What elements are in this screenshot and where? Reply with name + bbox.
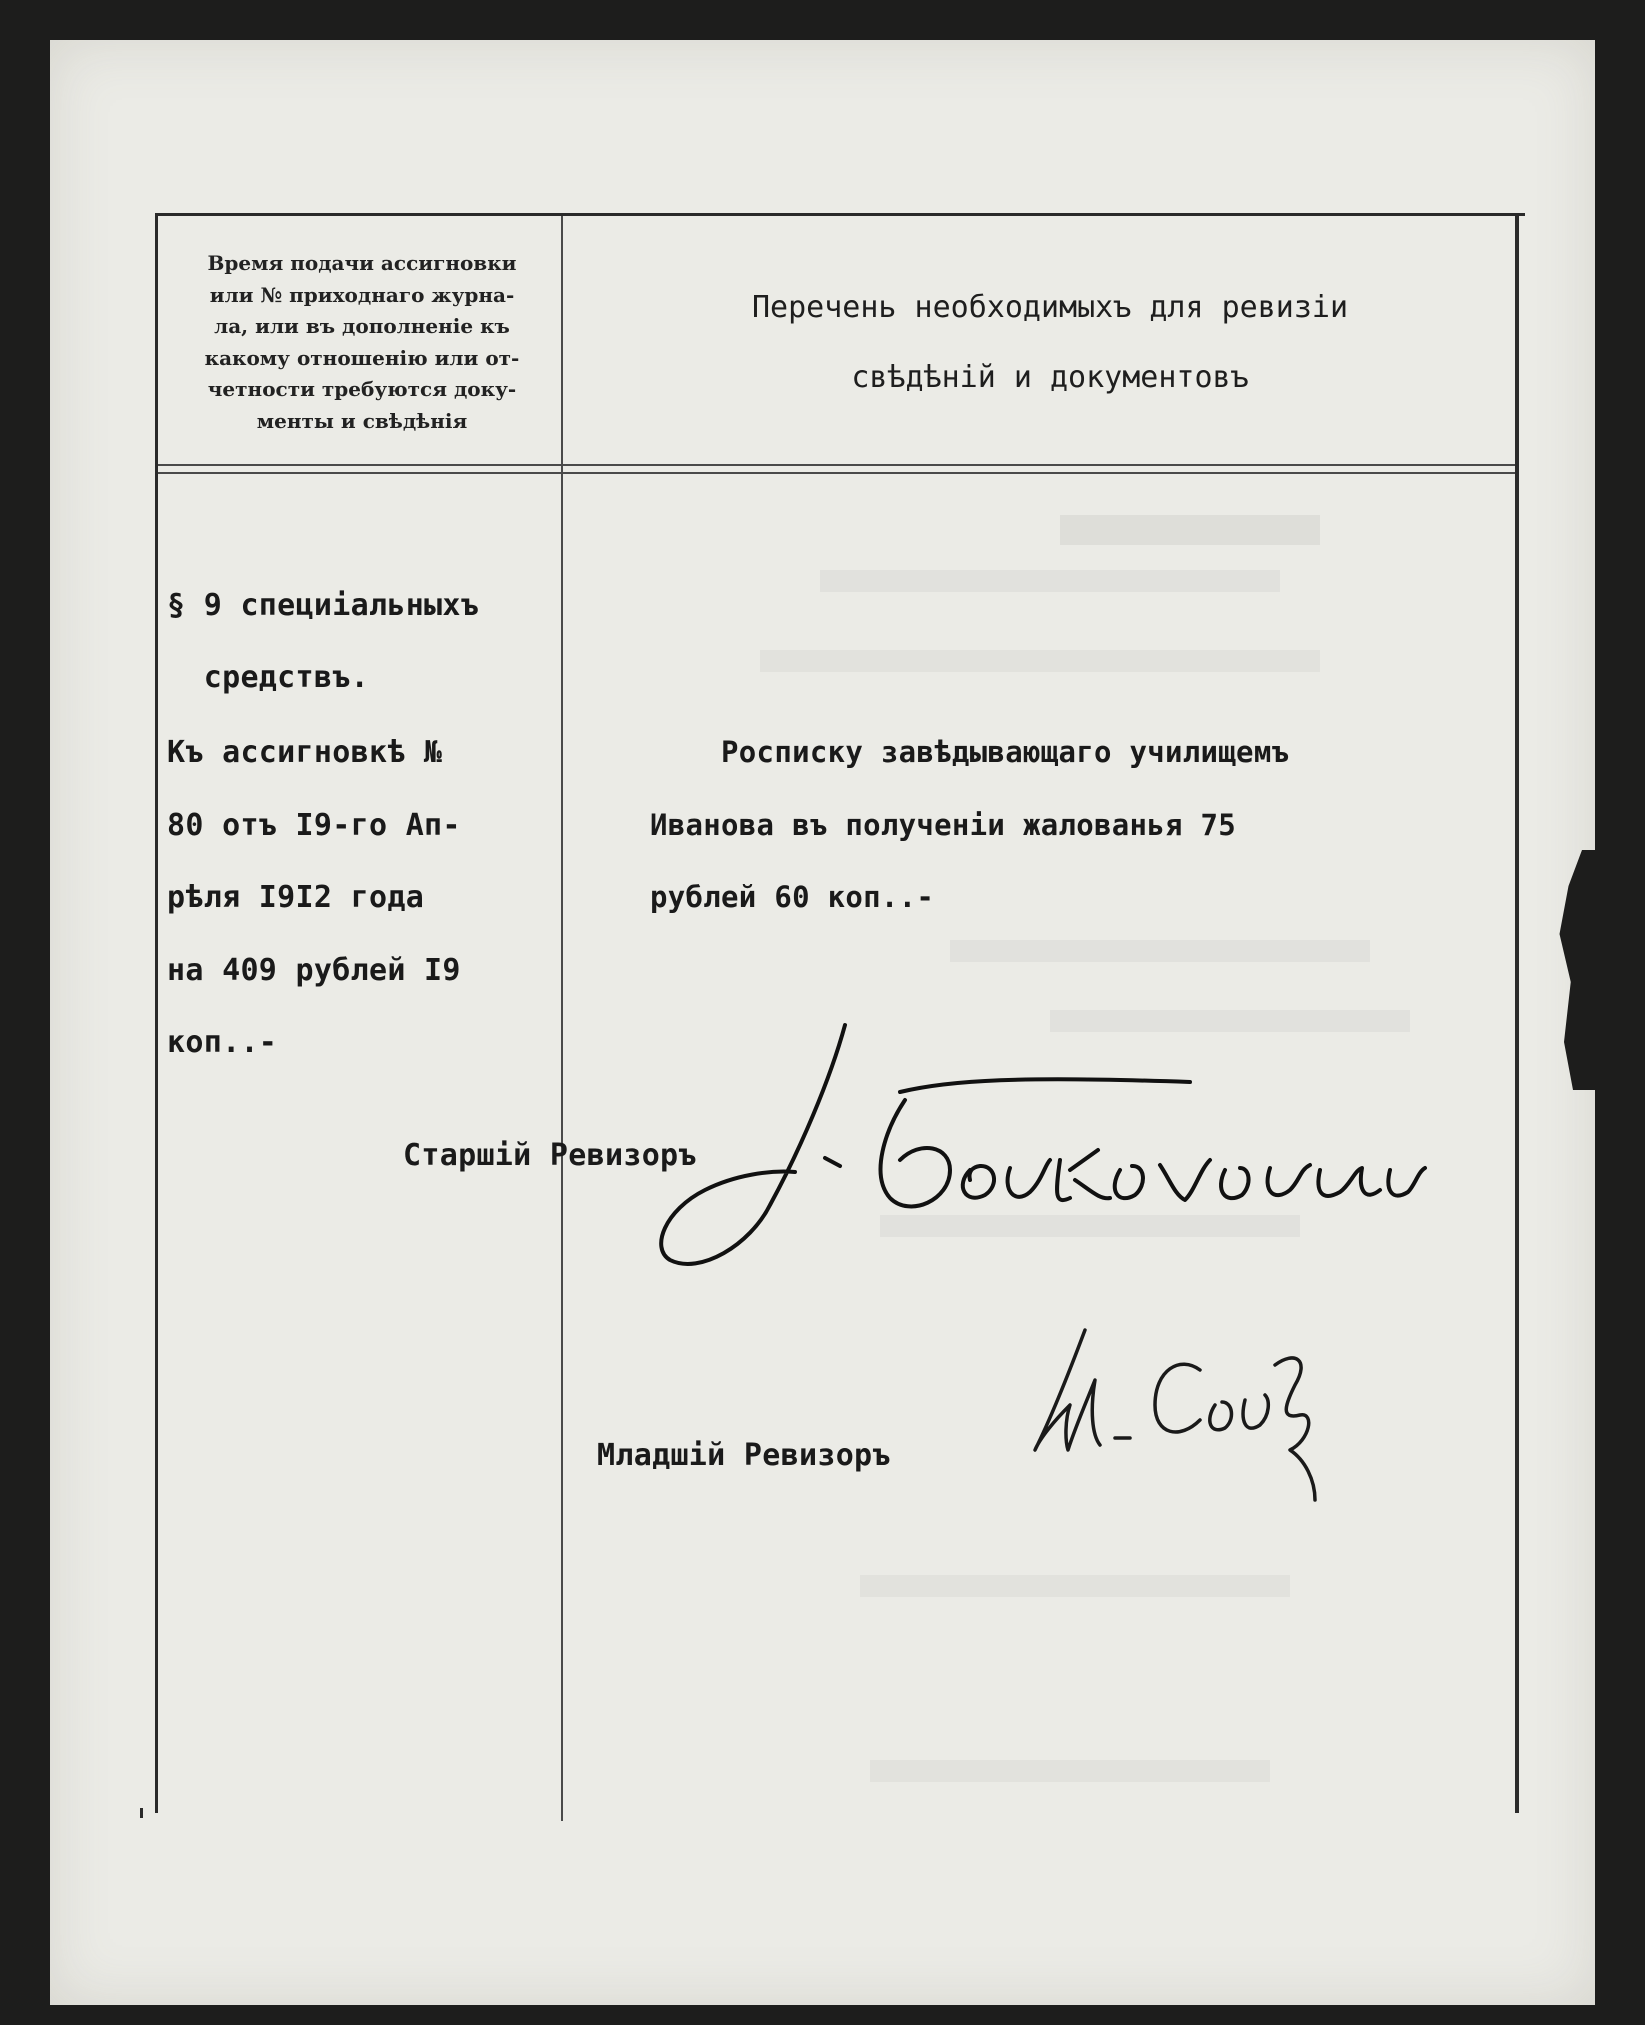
left-entry-line: Къ ассигновкѣ № <box>167 735 443 770</box>
bleed-through-1 <box>1060 515 1320 545</box>
left-header-line: или № приходнаго журна- <box>209 282 515 307</box>
bleed-through-3 <box>760 650 1320 672</box>
frame-bottom-left-tick <box>140 1808 143 1818</box>
left-header-line: четности требуются доку- <box>207 377 517 401</box>
junior-auditor-label: Младшій Ревизоръ <box>597 1438 891 1473</box>
right-header-line: Перечень необходимыхъ для ревизіи <box>751 290 1349 325</box>
right-entry-line: Росписку завѣдывающаго училищемъ <box>650 735 1290 769</box>
left-header-line: менты и свѣдѣнія <box>256 408 468 433</box>
left-entry-line: 80 отъ I9-го Ап- <box>167 808 461 843</box>
frame-header-rule-2 <box>158 472 1515 474</box>
bleed-through-2 <box>820 570 1280 592</box>
bleed-through-7 <box>860 1575 1290 1597</box>
left-header <box>172 248 552 437</box>
bleed-through-4 <box>950 940 1370 962</box>
bleed-through-8 <box>870 1760 1270 1782</box>
left-header-line: ла, или въ дополненіе къ <box>214 314 510 338</box>
right-entry-line: Иванова въ полученіи жалованья 75 <box>650 808 1237 842</box>
left-header-line: какому отношенію или от- <box>204 345 520 370</box>
left-entry-line: коп..- <box>167 1025 278 1060</box>
left-header-line: Время подачи ассигновки <box>207 251 517 275</box>
right-header-line: свѣдѣній и документовъ <box>851 360 1249 395</box>
frame-column-divider <box>561 216 563 1821</box>
right-header <box>600 273 1500 413</box>
frame-header-rule-1 <box>158 464 1515 466</box>
senior-auditor-signature <box>650 1020 1450 1290</box>
frame-left <box>155 213 158 1813</box>
senior-auditor-label: Старшій Ревизоръ <box>403 1138 697 1173</box>
frame-right <box>1515 213 1519 1813</box>
frame-top <box>155 213 1525 216</box>
junior-auditor-signature <box>1030 1310 1350 1510</box>
right-entry-line: рублей 60 коп..- <box>650 880 935 914</box>
left-entry-line: рѣля I9I2 года <box>167 880 425 915</box>
left-entry-line: на 409 рублей I9 <box>167 953 461 988</box>
left-entry-line: § 9 специіальныхъ <box>167 588 480 623</box>
left-entry-line: средствъ. <box>167 660 369 695</box>
